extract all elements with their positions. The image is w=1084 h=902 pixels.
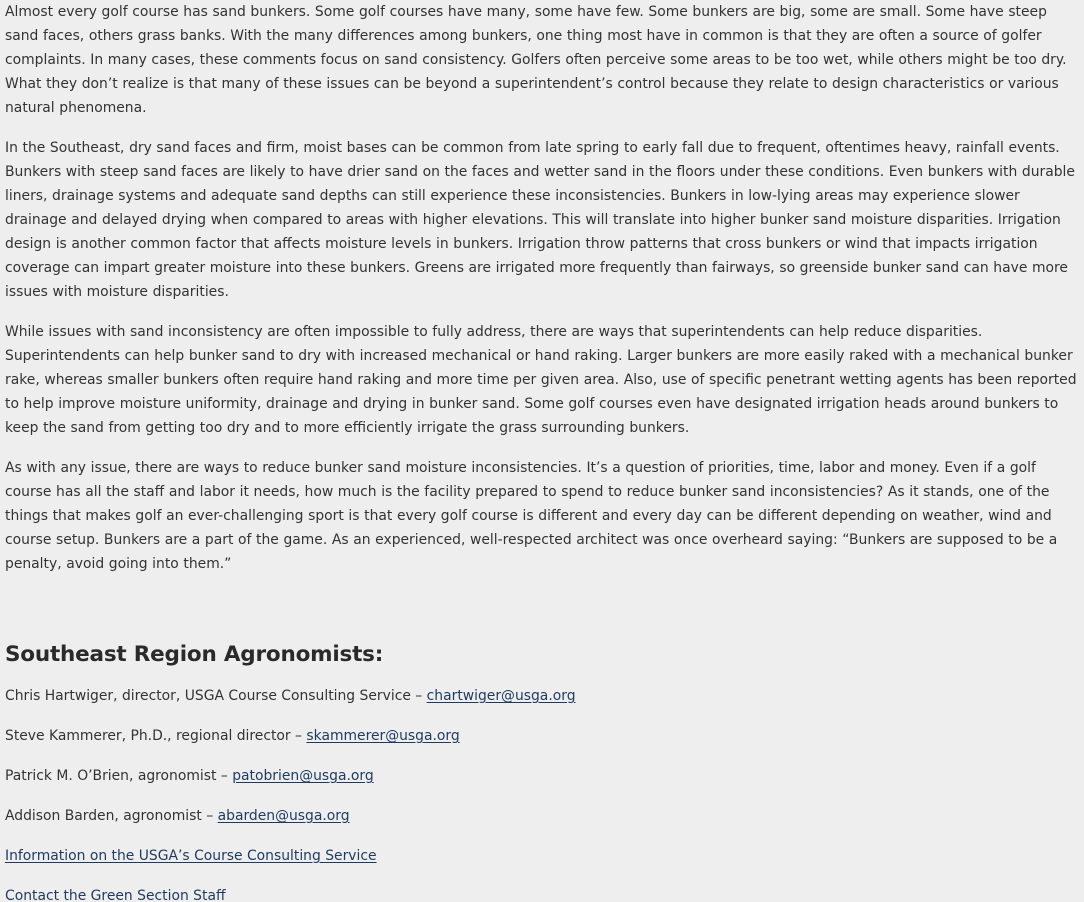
article-paragraph: In the Southeast, dry sand faces and firm, moist bases can be common from late spring to early fall due to frequent, oftentimes heavy, rainfall events. Bunkers with steep sand faces are likely to have drier sand on the faces and wetter sand in the floors under these conditions. Even bunkers with durable liners, drainage systems and adequate sand depths can still experience these inconsistencies. Bunkers in low-lying areas may experience slower drainage and delayed drying when compared to areas with higher elevations. This will translate into higher bunker sand moisture disparities. Irrigation design is another common factor that affects moisture levels in bunkers. Irrigation throw patterns that cross bunkers or wind that impacts irrigation coverage can impart greater moisture into these bunkers. Greens are irrigated more frequently than fairways, so greenside bunker sand can have more issues with moisture disparities. — [5, 140, 1075, 300]
email-link[interactable]: skammerer@usga.org — [306, 728, 460, 744]
agronomists-heading: Southeast Region Agronomists: — [5, 642, 384, 667]
email-link[interactable]: abarden@usga.org — [217, 808, 350, 824]
article-paragraph: As with any issue, there are ways to reduce bunker sand moisture inconsistencies. It’s a question of priorities, time, labor and money. Even if a golf course has all the staff and labor it needs, how much is the facility prepared to spend to reduce bunker sand inconsistencies? As it stands, one of the things that makes golf an ever-challenging sport is that every golf course is different and every day can be different depending on weather, wind and course setup. Bunkers are a part of the game. As an experienced, well-respected architect was once overheard saying: “Bunkers are supposed to be a penalty, avoid going into them.” — [5, 460, 1058, 572]
contact-description: Steve Kammerer, Ph.D., regional director – — [5, 728, 307, 744]
consulting-service-item — [5, 844, 1079, 868]
contact-staff-link[interactable]: Contact the Green Section Staff — [5, 888, 226, 902]
email-link[interactable]: chartwiger@usga.org — [426, 688, 576, 704]
article-paragraph: While issues with sand inconsistency are often impossible to fully address, there are ways that superintendents can help reduce disparities. Superintendents can help bunker sand to dry with increased mechanical or hand raking. Larger bunkers are more easily raked with a mechanical bunker rake, whereas smaller bunkers often require hand raking and more time per given area. Also, use of specific penetrant wetting agents has been reported to help improve moisture uniformity, drainage and drying in bunker sand. Some golf courses even have designated irrigation heads around bunkers to keep the sand from getting too dry and to more efficiently irrigate the grass surrounding bunkers. — [5, 324, 1077, 436]
consulting-service-link[interactable]: Information on the USGA’s Course Consulting Service — [5, 848, 377, 864]
contact-item — [5, 804, 1079, 828]
contact-list — [5, 684, 1079, 902]
contact-description: Chris Hartwiger, director, USGA Course Consulting Service – — [5, 688, 427, 704]
email-link[interactable]: patobrien@usga.org — [232, 768, 374, 784]
contact-item — [5, 724, 1079, 748]
article-paragraph: Almost every golf course has sand bunkers. Some golf courses have many, some have few. Some bunkers are big, some are small. Some have steep sand faces, others grass banks. With the many differences among bunkers, one thing most have in common is that they are often a source of golfer complaints. In many cases, these comments focus on sand consistency. Golfers often perceive some areas to be too wet, while others might be too dry. What they don’t realize is that many of these issues can be beyond a superintendent’s control because they relate to design characteristics or various natural phenomena. — [5, 4, 1067, 116]
contact-item — [5, 684, 1079, 708]
contact-description: Patrick M. O’Brien, agronomist – — [5, 768, 233, 784]
contact-description: Addison Barden, agronomist – — [5, 808, 218, 824]
contact-item — [5, 764, 1079, 788]
contact-staff-item — [5, 884, 1079, 902]
